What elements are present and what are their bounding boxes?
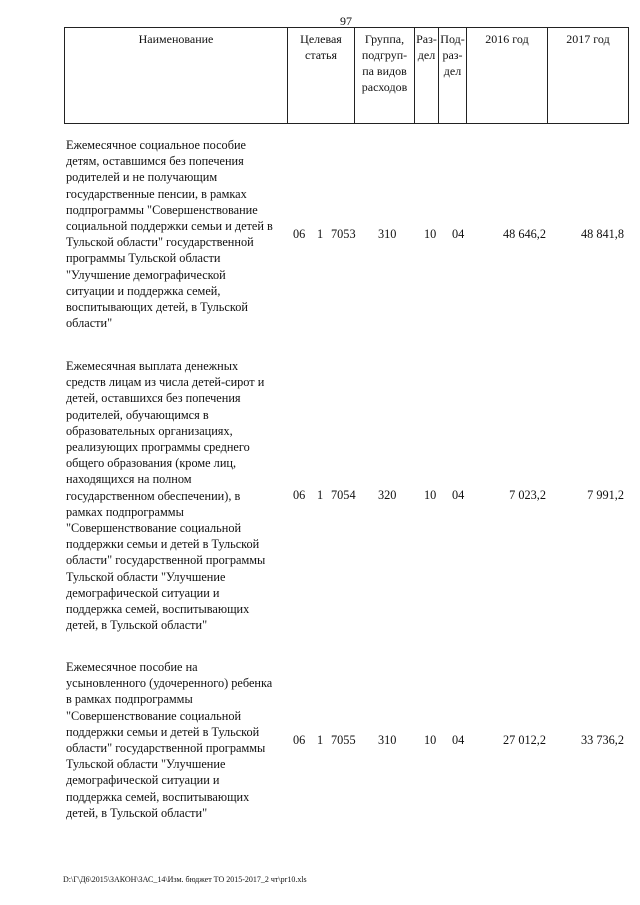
header-year-2017: 2017 год — [548, 28, 629, 124]
footer-file-path: D:\Г\Д6\2015\ЗАКОН\ЗАС_14\Изм. бюджет ТО 2015-2017_2 чт\pr10.xls — [63, 875, 307, 884]
header-subsection: Под- раз- дел — [439, 28, 467, 124]
row-value-2016: 27 012,2 — [502, 733, 546, 747]
row-value-2017: 33 736,2 — [580, 733, 624, 747]
row-value-2017: 48 841,8 — [580, 227, 624, 241]
row-section: 10 — [424, 733, 437, 747]
row-code-program: 06 — [293, 227, 306, 241]
row-code-program: 06 — [293, 488, 306, 502]
header-year-2016: 2016 год — [467, 28, 548, 124]
table-row — [66, 137, 628, 337]
row-subsection: 04 — [452, 488, 465, 502]
row-code-direction: 7053 — [331, 227, 356, 241]
row-subsection: 04 — [452, 227, 465, 241]
header-target-article: Целевая статья — [288, 28, 355, 124]
header-group: Группа, подгруп- па видов расходов — [355, 28, 415, 124]
row-group: 310 — [378, 733, 397, 747]
header-section: Раз- дел — [415, 28, 439, 124]
row-group: 320 — [378, 488, 397, 502]
row-code-direction: 7055 — [331, 733, 356, 747]
row-group: 310 — [378, 227, 397, 241]
row-name: Ежемесячное пособие на усыновленного (удочеренного) ребенка в рамках подпрограммы "Совершенствование социальной поддержки семьи и детей в Тульской области" государственной программы Тульской области "Улучшение демографической ситуации и поддержка семей, воспитывающих детей, в Тульской области" — [66, 660, 273, 820]
table-row — [66, 358, 628, 638]
page-number: 97 — [340, 14, 352, 28]
row-code-subprogram: 1 — [317, 488, 324, 502]
header-name: Наименование — [65, 28, 288, 124]
row-value-2017: 7 991,2 — [587, 488, 624, 502]
row-name: Ежемесячное социальное пособие детям, оставшимся без попечения родителей и не получающим государственные пенсии, в рамках подпрограммы "Совершенствование социальной поддержки семьи и детей в Тульской области" государственной программы Тульской области "Улучшение демографической ситуации и поддержка семей, воспитывающих детей, в Тульской области" — [66, 138, 273, 331]
row-subsection: 04 — [452, 733, 465, 747]
table-header — [64, 27, 629, 124]
row-name: Ежемесячная выплата денежных средств лицам из числа детей-сирот и детей, оставшихся без попечения родителей, обучающимся в образовательных организациях, реализующих программы среднего общего образования (кроме лиц, находящихся на полном государственном обеспечении), в рамках подпрограммы "Совершенствование социальной поддержки семьи и детей в Тульской области" государственной программы Тульской области "Улучшение демографической ситуации и поддержка семей, воспитывающих детей, в Тульской области" — [66, 359, 266, 633]
row-code-subprogram: 1 — [317, 227, 324, 241]
row-section: 10 — [424, 227, 437, 241]
table-row — [66, 659, 628, 829]
row-value-2016: 48 646,2 — [502, 227, 546, 241]
row-code-direction: 7054 — [331, 488, 356, 502]
row-value-2016: 7 023,2 — [509, 488, 546, 502]
row-code-subprogram: 1 — [317, 733, 324, 747]
row-code-program: 06 — [293, 733, 306, 747]
row-section: 10 — [424, 488, 437, 502]
